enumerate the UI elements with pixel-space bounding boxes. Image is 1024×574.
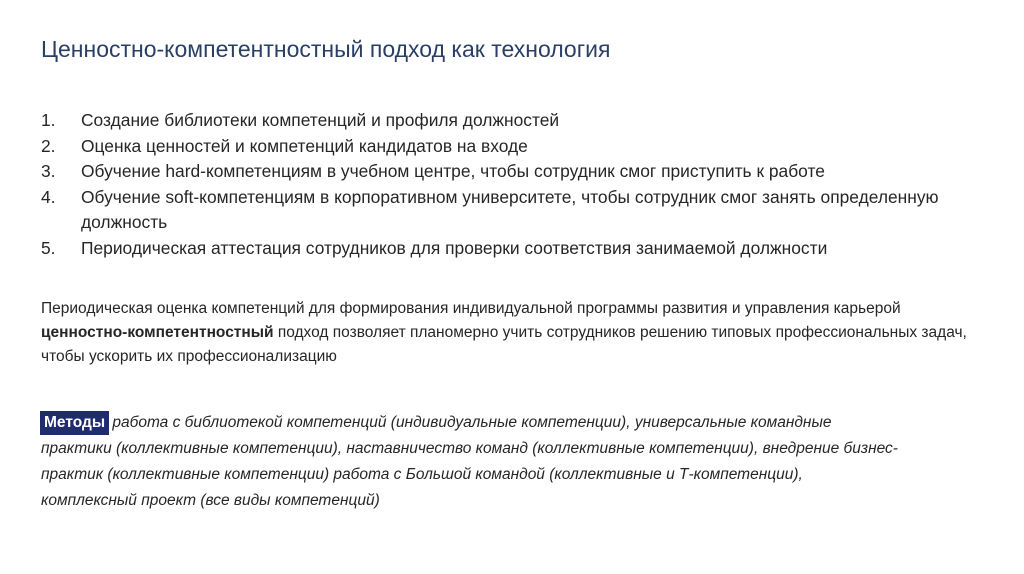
slide-title: Ценностно-компетентностный подход как технология: [41, 36, 611, 62]
summary-paragraph: [41, 297, 991, 369]
paragraph-bold-term: ценностно-компетентностный: [41, 324, 274, 341]
methods-text: работа с библиотекой компетенций (индивидуальные компетенции), универсальные командные практики (коллективные компетенции), наставничество команд (коллективные компетенции), внедрение бизнес-практик (коллективные компетенции) работа с Большой командой (коллективные и Т-компетенции), комплексный проект (все виды компетенций): [41, 414, 898, 509]
paragraph-text-start: Периодическая оценка компетенций для формирования индивидуальной программы развития и управления карьерой: [41, 300, 901, 317]
list-item-number: 3.: [41, 161, 56, 182]
list-item-text: Оценка ценностей и компетенций кандидатов на входе: [81, 135, 528, 156]
list-item-number: 5.: [41, 237, 56, 258]
list-item: [41, 159, 1001, 185]
list-item-number: 4.: [41, 186, 56, 207]
list-item: [41, 236, 1001, 262]
list-item-number: 1.: [41, 110, 56, 130]
list-item-text: Периодическая аттестация сотрудников для проверки соответствия занимаемой должности: [81, 237, 828, 258]
list-item: [41, 108, 1001, 134]
list-item-number: 2.: [41, 135, 56, 156]
numbered-list: [41, 108, 1001, 262]
methods-block: [41, 410, 901, 514]
list-item-text: Обучение soft-компетенциям в корпоративном университете, чтобы сотрудник смог занять определенную должность: [81, 186, 939, 233]
list-item: [41, 185, 1001, 236]
list-item-text: Обучение hard-компетенциям в учебном центре, чтобы сотрудник смог приступить к работе: [81, 161, 825, 182]
list-item: [41, 134, 1001, 160]
list-item-text: Создание библиотеки компетенций и профиля должностей: [81, 110, 560, 130]
methods-label: Методы: [41, 412, 108, 434]
paragraph-text-end: подход позволяет планомерно учить сотрудников решению типовых профессиональных задач, чтобы ускорить их профессионализацию: [41, 324, 967, 365]
